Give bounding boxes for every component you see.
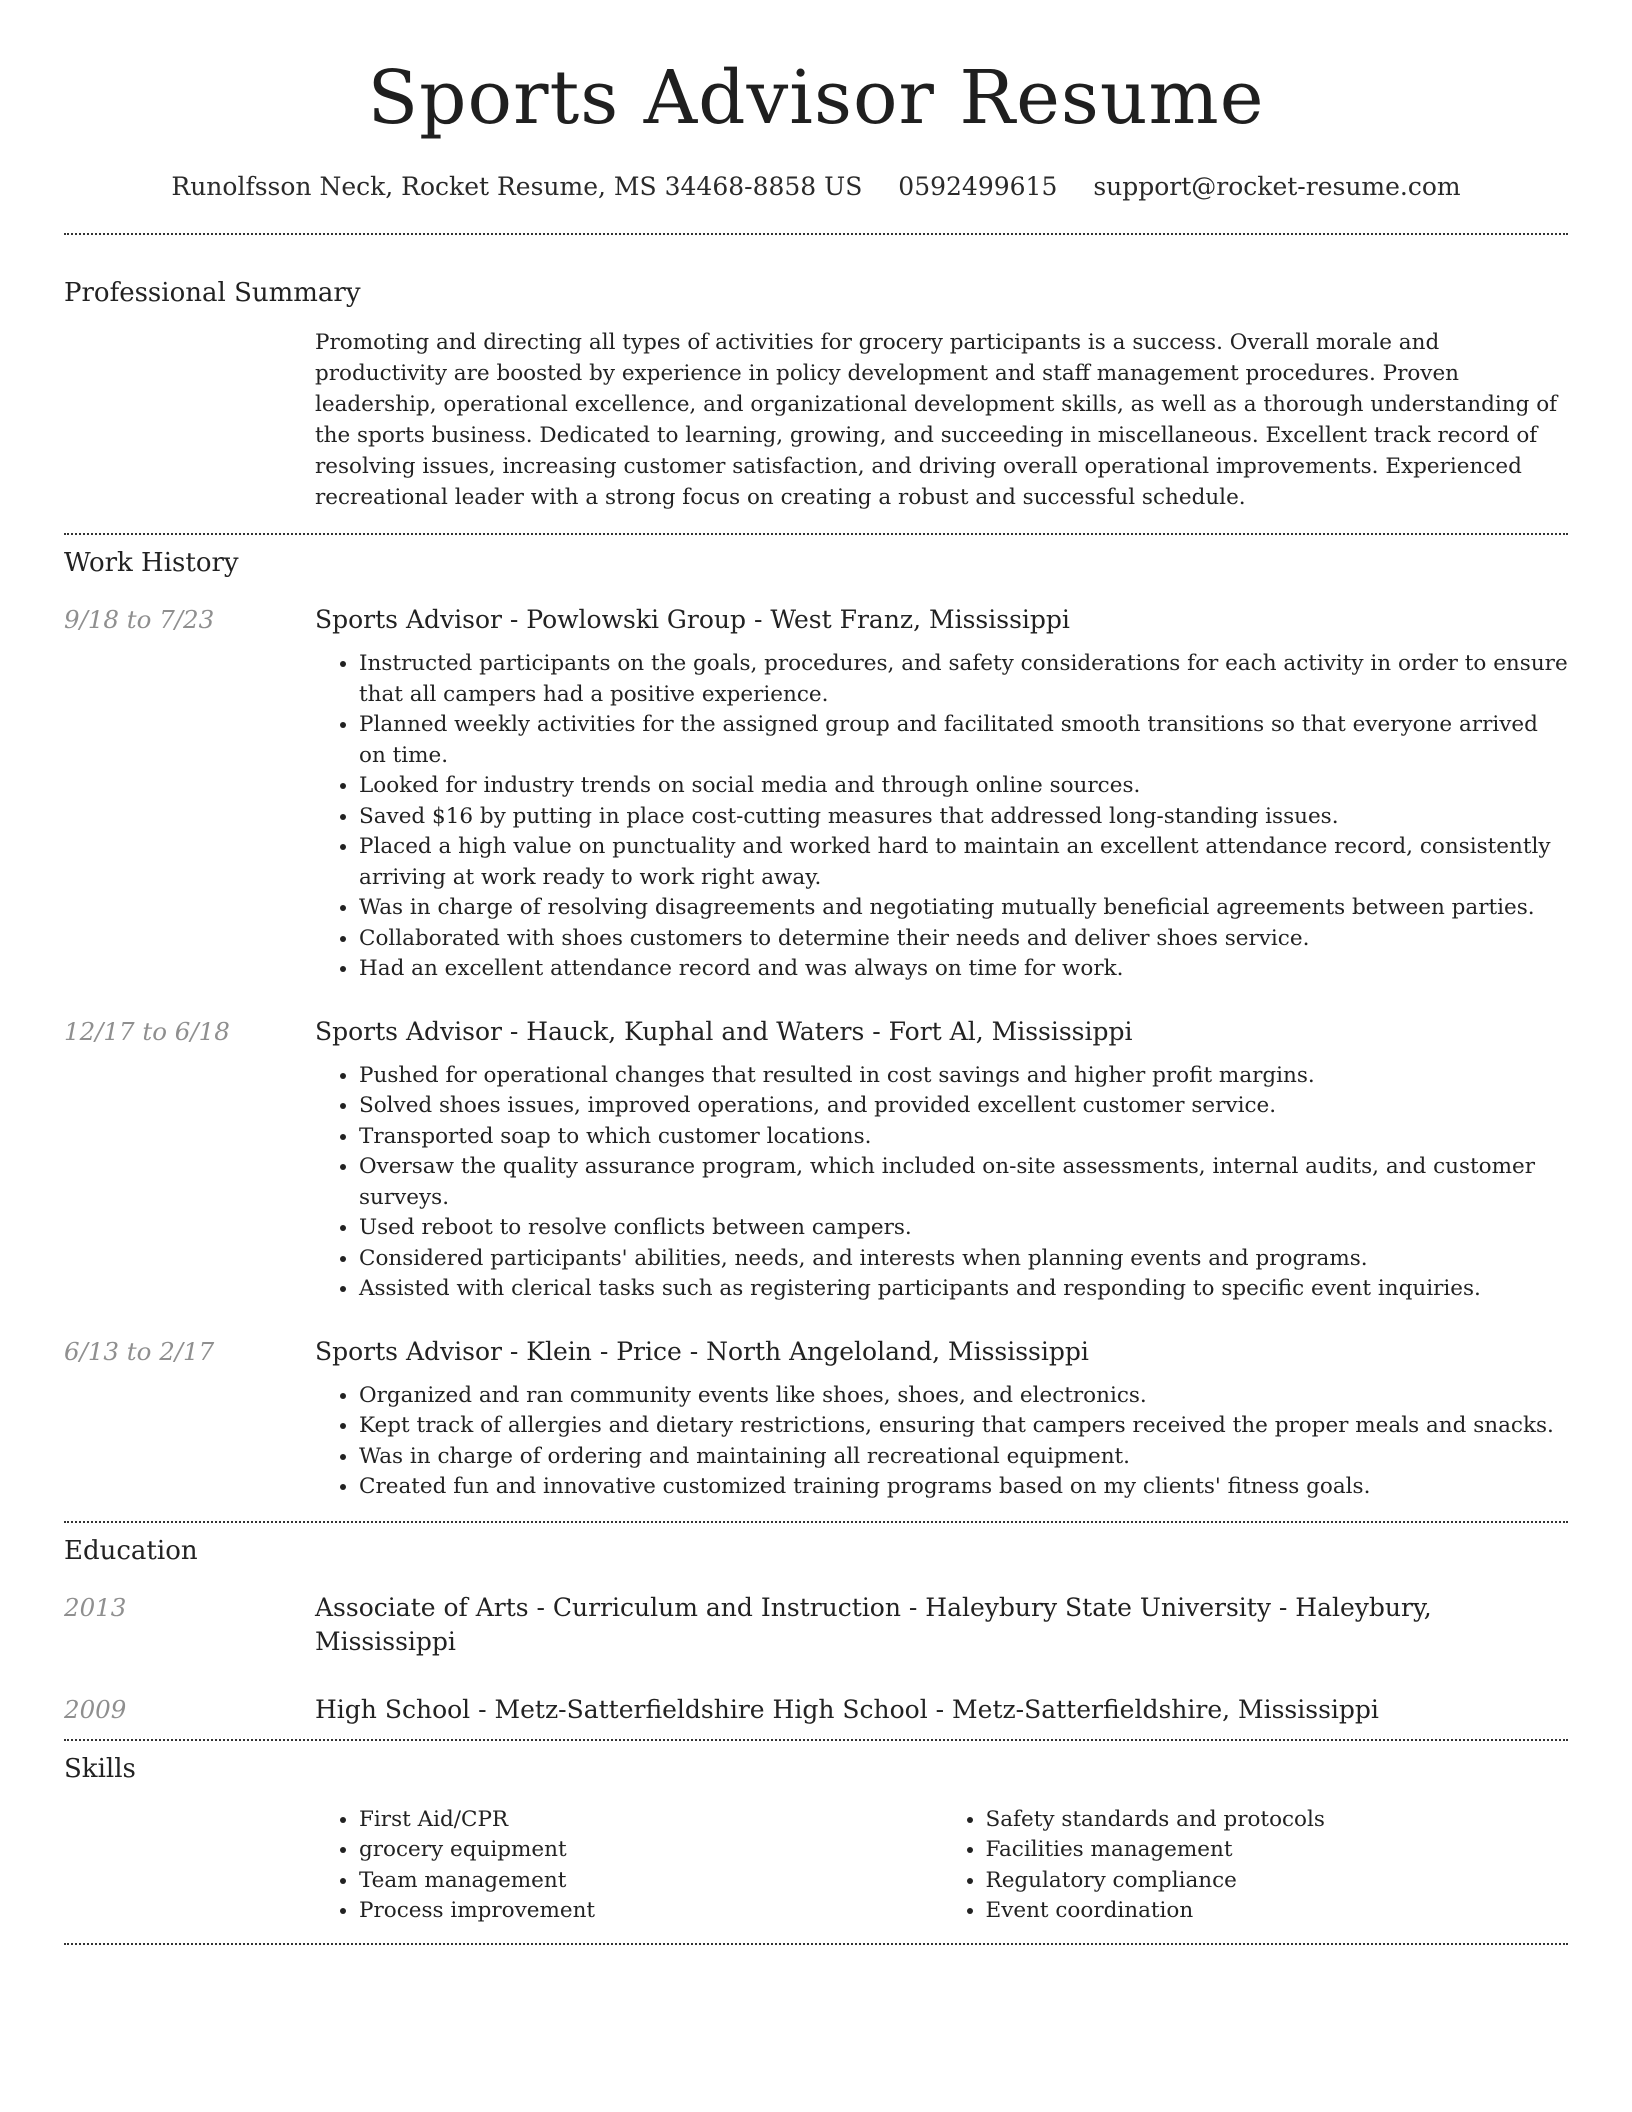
education-heading: Education [64,1535,198,1566]
contact-email: support@rocket-resume.com [1093,172,1461,201]
list-item: • Created fun and innovative customized training programs based on my clients' fitness goals. [359,1472,1568,1503]
skill-item: • grocery equipment [359,1835,942,1866]
skill-item: • Event coordination [986,1896,1569,1927]
skills-list-right [942,1805,1569,1927]
list-item: • Kept track of allergies and dietary restrictions, ensuring that campers received the proper meals and snacks. [359,1411,1568,1442]
job-bullets [315,1381,1568,1503]
education-entry [64,1591,1568,1659]
skills-section [64,1751,1568,1927]
skill-item: • Safety standards and protocols [986,1805,1569,1836]
contact-line [64,170,1568,204]
job-entry [64,603,1568,985]
job-entry [64,1015,1568,1305]
skills-heading: Skills [64,1753,136,1784]
list-item: • Transported soap to which customer locations. [359,1122,1568,1153]
list-item: • Looked for industry trends on social media and through online sources. [359,771,1568,802]
job-dates: 12/17 to 6/18 [64,1016,230,1046]
list-item: • Was in charge of resolving disagreements and negotiating mutually beneficial agreements between parties. [359,893,1568,924]
job-bullets [315,1061,1568,1305]
list-item: • Pushed for operational changes that resulted in cost savings and higher profit margins. [359,1061,1568,1092]
education-year: 2013 [64,1592,127,1622]
skill-item: • First Aid/CPR [359,1805,942,1836]
list-item: • Assisted with clerical tasks such as registering participants and responding to specific event inquiries. [359,1274,1568,1305]
job-entry [64,1335,1568,1503]
job-title: Sports Advisor - Powlowski Group - West Franz, Mississippi [315,605,1070,634]
list-item: • Oversaw the quality assurance program, which included on-site assessments, internal audits, and customer surveys. [359,1152,1568,1213]
education-text: Associate of Arts - Curriculum and Instruction - Haleybury State University - Haleybury, Mississippi [315,1592,1432,1656]
list-item: • Instructed participants on the goals, procedures, and safety considerations for each activity in order to ensure that all campers had a positive experience. [359,649,1568,710]
divider [64,1739,1568,1741]
summary-section [64,275,1568,513]
list-item: • Collaborated with shoes customers to determine their needs and deliver shoes service. [359,924,1568,955]
work-history-heading: Work History [64,548,239,578]
summary-text: Promoting and directing all types of activities for grocery participants is a success. Overall morale and productivity are boosted by experience in policy development and staff management procedures. Proven leadership, operational excellence, and organizational development skills, as well as a thorough understanding of the sports business. Dedicated to learning, growing, and succeeding in miscellaneous. Excellent track record of resolving issues, increasing customer satisfaction, and driving overall operational improvements. Experienced recreational leader with a strong focus on creating a robust and successful schedule. [315,330,1558,510]
list-item: • Placed a high value on punctuality and worked hard to maintain an excellent attendance record, consistently arriving at work ready to work right away. [359,832,1568,893]
skill-item: • Process improvement [359,1896,942,1927]
list-item: • Was in charge of ordering and maintaining all recreational equipment. [359,1442,1568,1473]
job-title: Sports Advisor - Hauck, Kuphal and Waters - Fort Al, Mississippi [315,1016,1133,1046]
contact-phone: 0592499615 [898,172,1058,201]
job-title: Sports Advisor - Klein - Price - North Angeloland, Mississippi [315,1336,1089,1366]
job-dates: 6/13 to 2/17 [64,1336,215,1366]
job-bullets [315,649,1568,985]
divider [64,1943,1568,1945]
work-history-section [64,545,1568,1503]
skill-item: • Team management [359,1866,942,1897]
list-item: • Saved $16 by putting in place cost-cutting measures that addressed long-standing issues. [359,802,1568,833]
education-entry [64,1693,1568,1727]
education-year: 2009 [64,1694,127,1724]
list-item: • Organized and ran community events like shoes, shoes, and electronics. [359,1381,1568,1412]
job-dates: 9/18 to 7/23 [64,605,215,634]
list-item: • Solved shoes issues, improved operations, and provided excellent customer service. [359,1091,1568,1122]
education-section [64,1533,1568,1727]
summary-heading: Professional Summary [64,278,361,308]
contact-address: Runolfsson Neck, Rocket Resume, MS 34468-8858 US [171,172,863,201]
divider [64,233,1568,235]
skill-item: • Regulatory compliance [986,1866,1569,1897]
divider [64,533,1568,535]
list-item: • Considered participants' abilities, needs, and interests when planning events and programs. [359,1244,1568,1275]
skills-columns [315,1805,1568,1927]
list-item: • Had an excellent attendance record and was always on time for work. [359,954,1568,985]
resume-page [64,0,1568,1945]
skill-item: • Facilities management [986,1835,1569,1866]
list-item: • Used reboot to resolve conflicts between campers. [359,1213,1568,1244]
education-text: High School - Metz-Satterfieldshire High School - Metz-Satterfieldshire, Mississippi [315,1694,1379,1724]
skills-list-left [315,1805,942,1927]
divider [64,1521,1568,1523]
list-item: • Planned weekly activities for the assigned group and facilitated smooth transitions so that everyone arrived on time. [359,710,1568,771]
resume-title: Sports Advisor Resume [367,55,1265,141]
